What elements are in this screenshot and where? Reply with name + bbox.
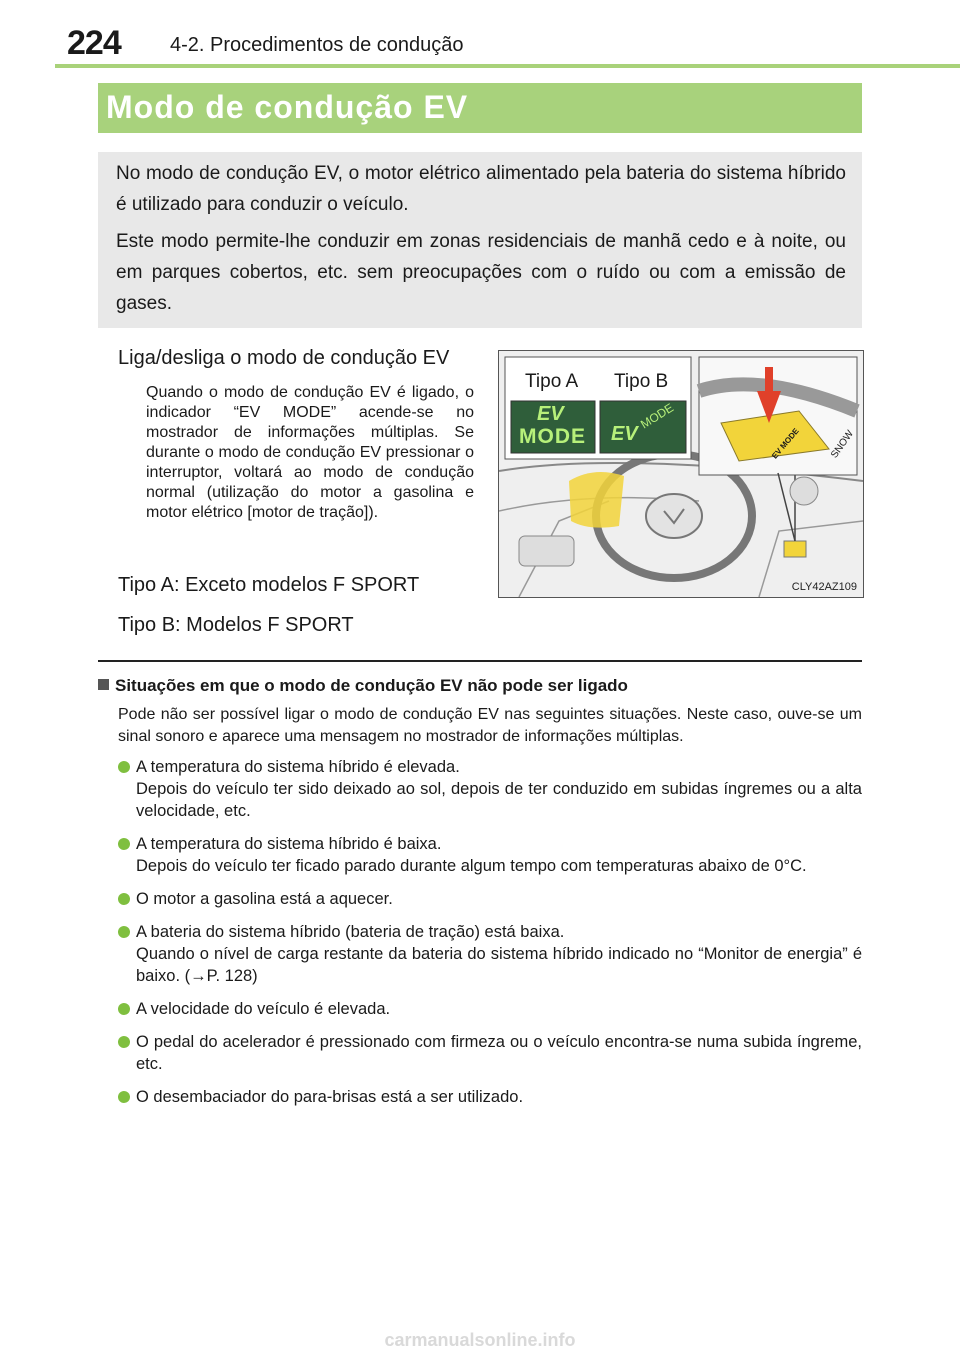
situations-list (118, 756, 862, 1119)
bullet-dot-icon (118, 926, 130, 938)
bullet-dot-icon (118, 838, 130, 850)
toggle-heading: Liga/desliga o modo de condução EV (118, 347, 450, 369)
type-b-label: Tipo B (614, 371, 669, 392)
situations-intro: Pode não ser possível ligar o modo de condução EV nas seguintes situações. Neste caso, ouve-se um sinal sonoro e aparece uma mensagem no mostrador de informações múltiplas. (118, 706, 862, 745)
ev-indicator-b-ev: EV (611, 423, 638, 445)
list-item: A temperatura do sistema híbrido é baixa. Depois do veículo ter ficado parado durante algum tempo com temperaturas abaixo de 0°C. (118, 833, 862, 877)
switch-label: EV MODE (770, 426, 801, 461)
type-a-label: Tipo A (525, 371, 579, 392)
situations-heading-text: Situações em que o modo de condução EV não pode ser ligado (115, 676, 628, 695)
bullet-dot-icon (118, 1091, 130, 1103)
intro-paragraph: Este modo permite-lhe conduzir em zonas residenciais de manhã cedo e à noite, ou em parques cobertos, etc. sem preocupações com o ruído ou com a emissão de gases. (116, 231, 846, 314)
list-item: O desembaciador do para-brisas está a ser utilizado. (118, 1086, 862, 1108)
snow-label: SNOW (829, 428, 856, 461)
list-item: O pedal do acelerador é pressionado com firmeza ou o veículo encontra-se numa subida íngreme, etc. (118, 1031, 862, 1075)
divider (98, 660, 862, 662)
type-b-note: Tipo B: Modelos F SPORT (118, 614, 354, 636)
bullet-dot-icon (118, 761, 130, 773)
ev-indicator-a-top: EV (537, 403, 564, 425)
page-header (55, 18, 915, 66)
ev-indicator-b-mode: MODE (638, 400, 676, 432)
list-item: A temperatura do sistema híbrido é elevada. Depois do veículo ter sido deixado ao sol, depois de ter conduzido em subidas íngremes ou a alta velocidade, etc. (118, 756, 862, 822)
bullet-dot-icon (118, 1003, 130, 1015)
list-item: O motor a gasolina está a aquecer. (118, 888, 862, 910)
list-item: A bateria do sistema híbrido (bateria de tração) está baixa. Quando o nível de carga restante da bateria do sistema híbrido indicado no “Monitor de energia” é baixo. (→P. 128) (118, 921, 862, 987)
section-title-bar (98, 83, 862, 133)
section-label: 4-2. Procedimentos de condução (170, 34, 464, 56)
type-a-note: Tipo A: Exceto modelos F SPORT (118, 574, 420, 596)
toggle-description: Quando o modo de condução EV é ligado, o indicador “EV MODE” acende-se no mostrador de informações múltiplas. Se durante o modo de condução EV pressionar o interruptor, voltará ao modo de condução normal (utilização do motor a gasolina e motor elétrico [motor de tração]). (146, 384, 474, 521)
watermark: carmanualsonline.info (384, 1330, 576, 1350)
intro-paragraph: No modo de condução EV, o motor elétrico alimentado pela bateria do sistema híbrido é utilizado para conduzir o veículo. (116, 163, 846, 215)
intro-box (98, 152, 862, 328)
header-rule (55, 64, 960, 68)
bullet-dot-icon (118, 1036, 130, 1048)
ev-mode-illustration (498, 350, 864, 598)
square-bullet-icon (98, 679, 109, 690)
page-number: 224 (67, 24, 121, 62)
list-item: A velocidade do veículo é elevada. (118, 998, 862, 1020)
section-title: Modo de condução EV (106, 89, 469, 125)
bullet-dot-icon (118, 893, 130, 905)
situations-heading (98, 676, 628, 696)
figure-code: CLY42AZ109 (791, 581, 857, 593)
ev-indicator-a-bottom: MODE (519, 425, 586, 448)
